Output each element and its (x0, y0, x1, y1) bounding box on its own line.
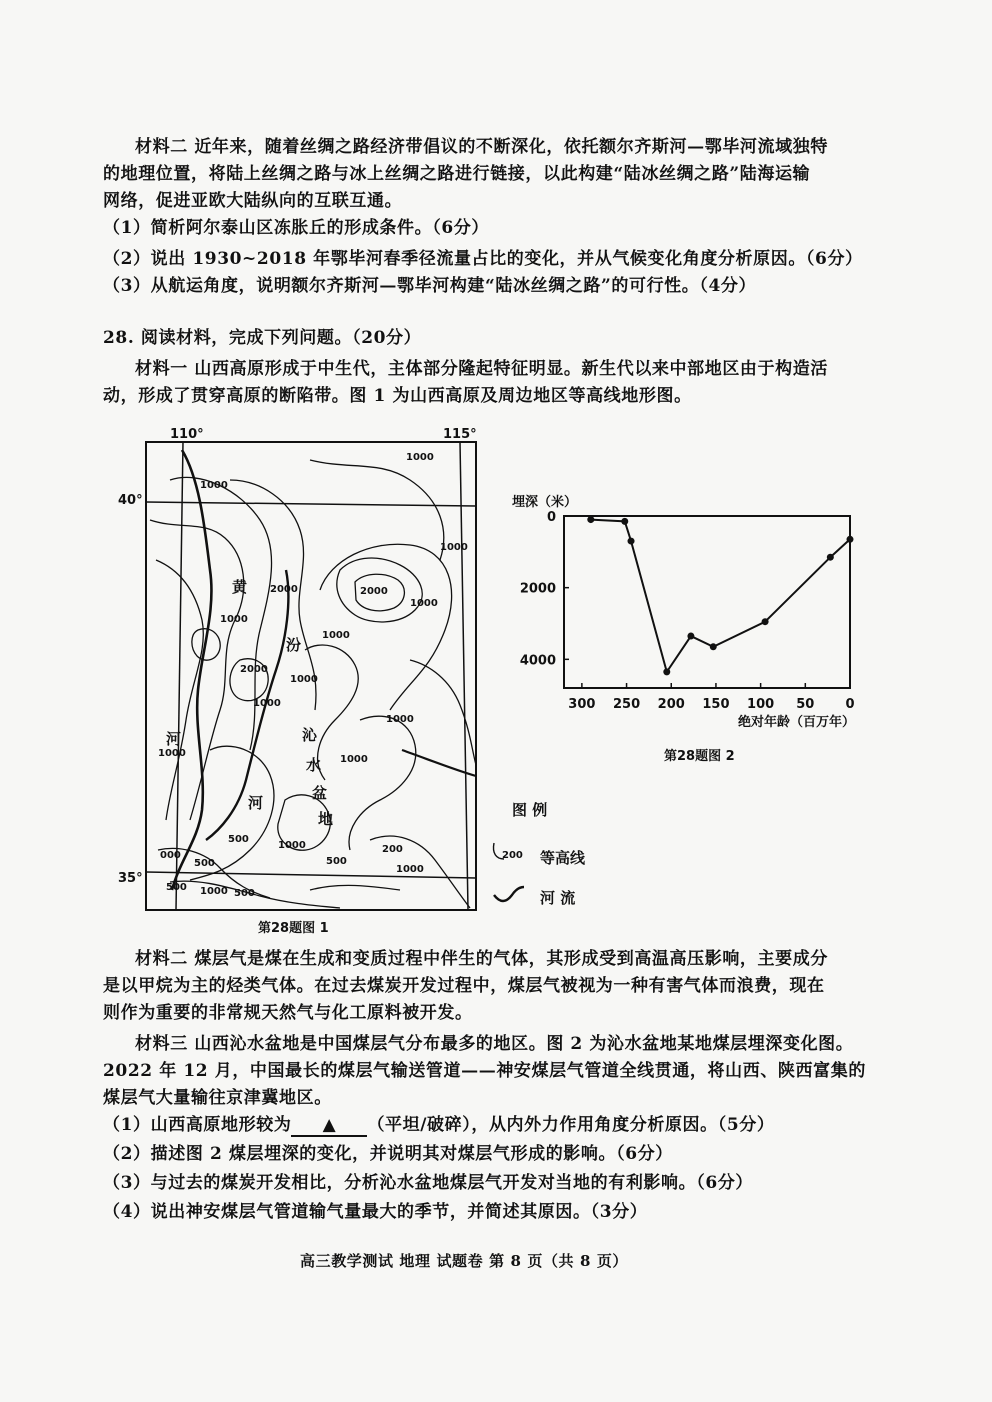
contour-label: 500 (166, 882, 187, 893)
question-28-1-suffix: （平坦/破碎），从内外力作用角度分析原因。（5分） (367, 1115, 775, 1135)
question-28-title: 28. 阅读材料，完成下列问题。（20分） (103, 328, 422, 348)
contour-label: 1000 (200, 480, 228, 491)
contour-label: 1000 (386, 714, 414, 725)
contour-label: 1000 (290, 674, 318, 685)
x-tick-label: 200 (657, 697, 685, 712)
contour-value-labels (158, 452, 468, 899)
data-point (663, 668, 670, 675)
parallel-35 (146, 872, 476, 878)
question-27-3: （3）从航运角度，说明额尔齐斯河—鄂毕河构建“陆冰丝绸之路”的可行性。（4分） (103, 276, 757, 296)
q28-material-2-line-2: 是以甲烷为主的烃类气体。在过去煤炭开发过程中，煤层气被视为一种有害气体而浪费，现在 (103, 976, 825, 996)
question-27-1: （1）简析阿尔泰山区冻胀丘的形成条件。（6分） (103, 218, 489, 238)
contour-label: 1000 (406, 452, 434, 463)
legend-contour-value: 200 (502, 850, 523, 861)
y-tick-label: 2000 (519, 581, 556, 597)
contour-label: 1000 (396, 864, 424, 875)
place-char: 水 (306, 756, 322, 774)
contour-label: 500 (234, 888, 255, 899)
meridian-110 (176, 442, 183, 910)
q28-material-1-line-2: 动，形成了贯穿高原的断陷带。图 1 为山西高原及周边地区等高线地形图。 (103, 386, 692, 406)
contour-label: 1000 (440, 542, 468, 553)
data-point (827, 554, 834, 561)
q28-material-1-line-1: 材料一 山西高原形成于中生代，主体部分隆起特征明显。新生代以来中部地区由于构造活 (135, 359, 828, 379)
chart-caption: 第28题图 2 (664, 749, 735, 764)
question-28-2: （2）描述图 2 煤层埋深的变化，并说明其对煤层气形成的影响。（6分） (103, 1144, 673, 1164)
legend-river-label: 河 流 (540, 889, 576, 907)
q28-material-3-line-2: 2022 年 12 月，中国最长的煤层气输送管道——神安煤层气管道全线贯通，将山西、陕西富集的 (103, 1061, 866, 1081)
place-char: 河 (248, 794, 264, 812)
data-point (687, 633, 694, 640)
legend-river-symbol (490, 881, 530, 909)
x-tick-label: 0 (845, 697, 855, 712)
place-char: 地 (318, 810, 334, 828)
question-28-1 (103, 1112, 774, 1138)
contour-label: 200 (382, 844, 403, 855)
answer-blank: ▲ (291, 1115, 367, 1137)
lon-label-right: 115° (443, 427, 477, 442)
meridian-115 (460, 442, 468, 910)
contour-label: 2000 (270, 584, 298, 595)
contour-label: 1000 (278, 840, 306, 851)
question-28-3: （3）与过去的煤炭开发相比，分析沁水盆地煤层气开发对当地的有利影响。（6分） (103, 1173, 753, 1193)
legend-title: 图 例 (512, 801, 548, 819)
burial-depth-chart (500, 488, 870, 768)
x-tick-label: 50 (796, 697, 815, 712)
lat-label-top: 40° (118, 493, 143, 508)
map-legend (490, 795, 650, 915)
place-char: 黄 (232, 578, 248, 596)
material-2-line-3: 网络，促进亚欧大陆纵向的互联互通。 (103, 191, 403, 211)
x-tick-label: 150 (702, 697, 730, 712)
contour-label: 000 (160, 850, 181, 861)
contour-map (110, 420, 490, 950)
data-point (587, 516, 594, 523)
contour-label: 1000 (200, 886, 228, 897)
contour-map-figure (110, 420, 490, 950)
q28-material-3-line-3: 煤层气大量输往京津冀地区。 (103, 1088, 332, 1108)
q28-material-2-line-3: 则作为重要的非常规天然气与化工原料被开发。 (103, 1003, 473, 1023)
y-tick-label: 0 (546, 510, 556, 525)
q28-material-2-line-1: 材料二 煤层气是煤在生成和变质过程中伴生的气体，其形成受到高温高压影响，主要成分 (135, 949, 828, 969)
place-char: 汾 (286, 636, 302, 654)
x-tick-label: 250 (612, 697, 641, 712)
place-char: 盆 (312, 784, 328, 802)
data-point (628, 538, 635, 545)
material-2-line-1: 材料二 近年来，随着丝绸之路经济带倡议的不断深化，依托额尔齐斯河—鄂毕河流域独特 (135, 137, 828, 157)
contour-label: 2000 (360, 586, 388, 597)
place-char: 沁 (302, 726, 318, 744)
map-caption: 第28题图 1 (258, 921, 329, 936)
question-28-4: （4）说出神安煤层气管道输气量最大的季节，并简述其原因。（3分） (103, 1202, 648, 1222)
contour-label: 500 (326, 856, 347, 867)
lat-label-bottom: 35° (118, 871, 143, 886)
material-2-line-2: 的地理位置，将陆上丝绸之路与冰上丝绸之路进行链接，以此构建“陆冰丝绸之路”陆海运输 (103, 164, 811, 184)
data-point (710, 643, 717, 650)
contour-label: 1000 (220, 614, 248, 625)
parallel-40 (146, 502, 476, 506)
question-27-2: （2）说出 1930~2018 年鄂毕河春季径流量占比的变化，并从气候变化角度分析原因。（6分） (103, 249, 863, 269)
q28-material-3-line-1: 材料三 山西沁水盆地是中国煤层气分布最多的地区。图 2 为沁水盆地某地煤层埋深变化图。 (135, 1034, 854, 1054)
depth-chart-figure (500, 488, 870, 768)
data-point (847, 536, 854, 543)
place-labels (166, 578, 333, 828)
legend-contour-label: 等高线 (540, 849, 586, 867)
contour-label: 1000 (410, 598, 438, 609)
contour-label: 1000 (253, 698, 281, 709)
x-tick-label: 300 (568, 697, 596, 712)
chart-xlabel: 绝对年龄（百万年） (738, 715, 856, 730)
chart-ylabel: 埋深（米） (512, 495, 578, 510)
contour-label: 2000 (240, 664, 268, 675)
lon-label-left: 110° (170, 427, 204, 442)
data-point (762, 618, 769, 625)
contour-label: 500 (228, 834, 249, 845)
data-point (621, 518, 628, 525)
question-28-1-prefix: （1）山西高原地形较为 (103, 1115, 292, 1135)
contour-label: 500 (194, 858, 215, 869)
page-footer: 高三教学测试 地理 试题卷 第 8 页（共 8 页） (300, 1252, 629, 1270)
contour-label: 1000 (340, 754, 368, 765)
contour-label: 1000 (158, 748, 186, 759)
x-tick-label: 100 (747, 697, 775, 712)
chart-plot-area (564, 516, 850, 688)
contour-label: 1000 (322, 630, 350, 641)
place-char: 河 (166, 730, 182, 748)
y-tick-label: 4000 (519, 653, 556, 669)
